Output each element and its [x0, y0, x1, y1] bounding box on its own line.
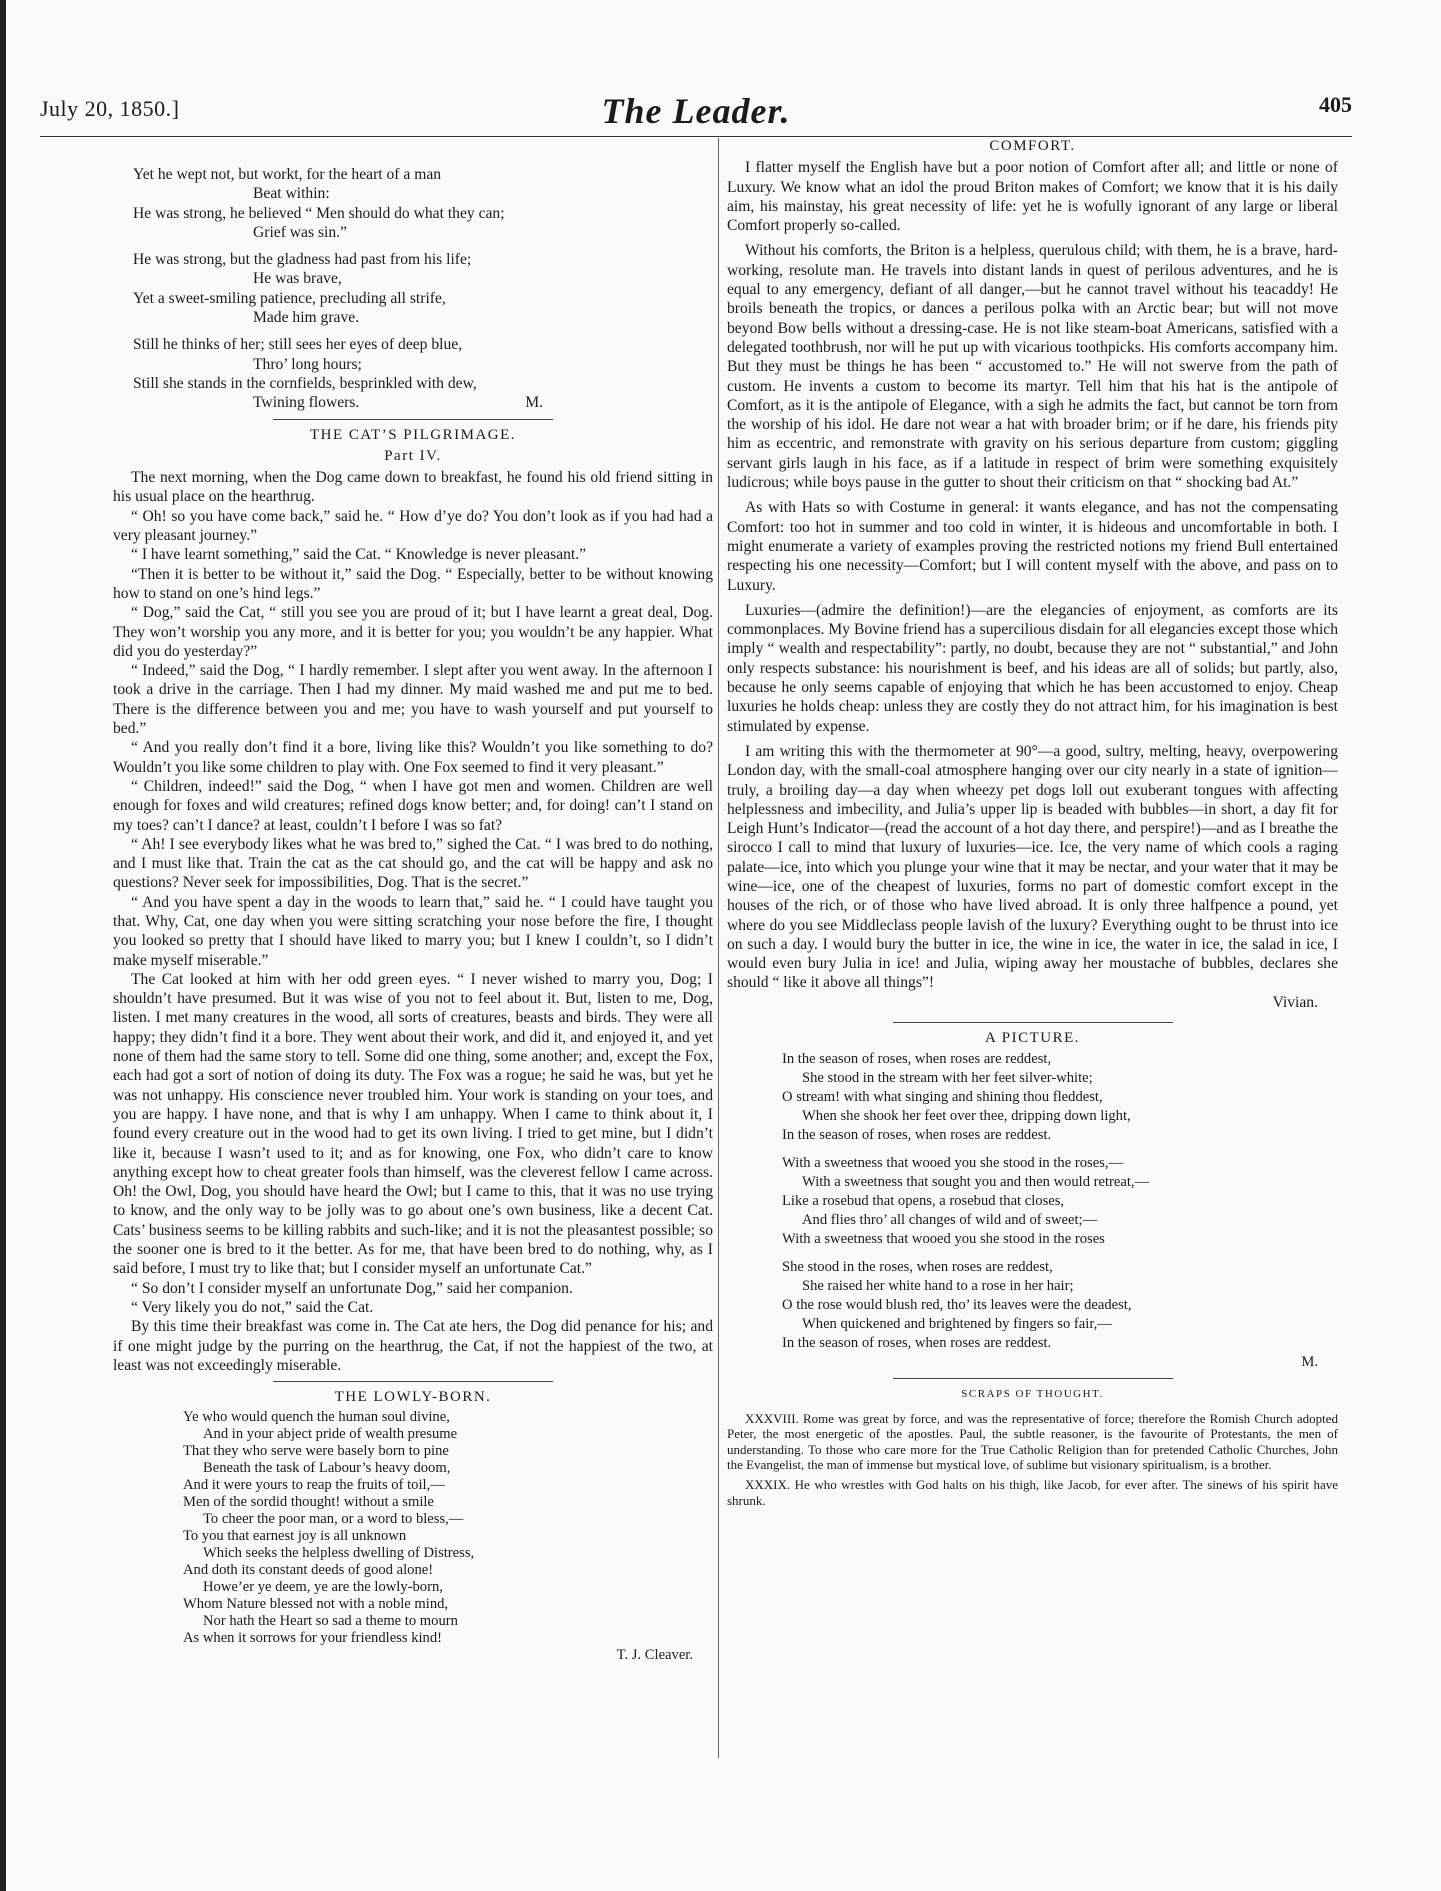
poem-line: Ye who would quench the human soul divine, [183, 1409, 450, 1426]
cats-paragraph: “ Very likely you do not,” said the Cat. [131, 1298, 374, 1316]
stanza-gap [727, 1145, 1338, 1154]
poem-line: He was brave, [253, 270, 342, 288]
section-rule [273, 419, 553, 420]
column-divider [718, 138, 719, 1758]
scrap-item: XXXIX. He who wrestles with God halts on his thigh, like Jacob, for ever after. The sinews of his spirit have shrunk. [727, 1477, 1338, 1508]
poem-line: That they who serve were basely born to pine [183, 1443, 449, 1460]
page-header [40, 92, 1352, 137]
comfort-paragraph: As with Hats so with Costume in general: it wants elegance, and has not the compensating Comfort: too hot in summer and too cold in winter, it is hideous and uncomfortable in both. I might enumerate a variety of examples proving the restricted notions my friend Bull entertained respecting his one necessity—Comfort; but I will content myself with the above, and pass on to Luxury. [727, 499, 1338, 594]
cats-paragraph: “ And you really don’t find it a bore, living like this? Wouldn’t you like something to do? Wouldn’t you like some children to play with. One Fox seemed to find it very pleasant.” [113, 739, 713, 776]
poem-line: O the rose would blush red, tho’ its leaves were the deadest, [782, 1297, 1132, 1314]
cats-paragraph: “Then it is better to be without it,” said the Dog. “ Especially, better to be without knowing how to stand on one’s hind legs.” [113, 565, 713, 602]
scrap-item: XXXVIII. Rome was great by force, and was the representative of force; therefore the Romish Church adopted Peter, the most energetic of the apostles. Paul, the subtle reasoner, is the favourite of Protestants, the men of understanding. To those who care more for the True Catholic Religion than for pretended Catholic Churches, John the Evangelist, the man of immense but mystical love, of sublime but visionary spiritualism, is a brother. [727, 1410, 1338, 1473]
comfort-essay [727, 158, 1338, 1012]
poem-line: And doth its constant deeds of good alone! [183, 1562, 434, 1579]
poem-line: And flies thro’ all changes of wild and of sweet;— [802, 1212, 1098, 1229]
picture-title: A PICTURE. [984, 1030, 1080, 1047]
cats-part: Part IV. [384, 447, 442, 464]
cats-paragraph: “ I have learnt something,” said the Cat. “ Knowledge is never pleasant.” [131, 546, 587, 564]
cats-paragraph: “ Indeed,” said the Dog, “ I hardly remember. I slept after you went away. In the afternoon I took a drive in the carriage. Then I had my dinner. My maid washed me and put me to bed. There is the difference between you and me; you have to wash yourself and put yourself to bed.” [113, 662, 713, 738]
stanza-gap [113, 327, 713, 335]
comfort-paragraph: I am writing this with the thermometer at 90°—a good, sultry, melting, heavy, overpowering London day, with the small-coal atmosphere hanging over our city nearly in a state of ignition—truly, a broiling day—a day when wheezy pet dogs loll out exuberant tongues with affecting helplessness and imbecility, and Julia’s upper lip is beaded with bubbles—in short, a day fit for Leigh Hunt’s Indicator—(read the account of a hot day there, and perspire!)—and as I breathe the sirocco I call to mind that luxury of luxuries—ice. Ice, the very name of which cools a raging palate—ice, into which you plunge your wine that it may be nectar, and your water that it may be wine—ice, one of the cheapest of luxuries, forms no part of domestic comfort except in the houses of the rich, or of those who have lived abroad. It is only three halfpence a pound, yet where do you see Middleclass people lavish of the luxury? Everything ought to be thrust into ice on such a day. I would bury the butter in ice, the wine in ice, the water in ice, the salad in ice, I would even bury Julia in ice! and Julia, wiping away her moustache of bubbles, declares she should “ like it above all things”! [727, 742, 1338, 992]
poem-line: Beat within: [253, 185, 330, 203]
picture-poem [727, 1050, 1338, 1372]
page-number: 405 [1319, 92, 1352, 117]
poem-line: To cheer the poor man, or a word to bless,— [203, 1511, 464, 1528]
cats-story [113, 468, 713, 1375]
poem-line: She stood in the roses, when roses are reddest, [782, 1259, 1053, 1276]
poem-line: She raised her white hand to a rose in her hair; [802, 1278, 1074, 1295]
poem-line: When she shook her feet over thee, dripping down light, [802, 1108, 1131, 1125]
poem-line: Grief was sin.” [253, 223, 347, 241]
poem-line: Whom Nature blessed not with a noble mind, [183, 1596, 449, 1613]
comfort-paragraph: I flatter myself the English have but a poor notion of Comfort after all; and little or none of Luxury. We know what an idol the proud Briton makes of Comfort; we know that it is his daily aim, his mainstay, his great necessity of life: yet he is wofully ignorant of any large or liberal Comfort properly so-called. [727, 159, 1338, 235]
section-rule [273, 1381, 553, 1382]
poem-signature: M. [525, 394, 543, 412]
poem-line: In the season of roses, when roses are reddest. [782, 1127, 1052, 1144]
poem-line: Still she stands in the cornfields, besprinkled with dew, [133, 374, 477, 392]
comfort-signature: Vivian. [1272, 993, 1318, 1011]
cats-paragraph: By this time their breakfast was come in. The Cat ate hers, the Dog did penance for his; and if one might judge by the purring on the hearthrug, the Cat, if not the happiest of the two, at least was not exceedingly miserable. [113, 1318, 713, 1374]
poem-line: He was strong, but the gladness had past from his life; [133, 251, 472, 269]
stanza-gap [727, 1249, 1338, 1258]
cats-paragraph: The next morning, when the Dog came down to breakfast, he found his old friend sitting in his usual place on the hearthrug. [113, 469, 713, 506]
comfort-title: COMFORT. [989, 138, 1076, 154]
poem-line: Made him grave. [253, 309, 360, 327]
comfort-paragraph: Without his comforts, the Briton is a helpless, querulous child; with them, he is a brave, hard-working, resolute man. He travels into distant lands in quest of perilous adventures, and he is equal to any emergency, defiant of all danger,—but he cannot travel without his teacaddy! He broils beneath the tropics, or dances a perilous polka with an Arctic bear; but will not move beyond Bow bells without a dressing-case. He is not like steam-boat Americans, satisfied with a delegated toothbrush, nor will he put up with vicarious toothpicks. His comforts accompany him. But they must be things he has been “ accustomed to.” He will not swerve from the path of custom. He invents a custom to become its martyr. Tell him that his hat is the antipole of Comfort, as it is the antipole of Elegance, with a sigh he admits the fact, but cannot be torn from the worship of his idol. He dare not wear a hat with broader brim; or if he dare, his friends pity him as eccentric, and remonstrate with gravity on his serious departure from custom; giggling servant girls laugh in his face, as if a latitude in respect of brim were something exquisitely ludicrous; while boys pause in the gutter to shout their criticism on that “ shocking bad At.” [727, 242, 1338, 492]
poem-line: Which seeks the helpless dwelling of Distress, [203, 1545, 475, 1562]
poem-line: To you that earnest joy is all unknown [183, 1528, 407, 1545]
poem-line: And in your abject pride of wealth presume [203, 1426, 458, 1443]
poem-line: In the season of roses, when roses are reddest. [782, 1335, 1052, 1352]
poem-line: With a sweetness that sought you and then would retreat,— [802, 1174, 1150, 1191]
poem-line: He was strong, he believed “ Men should do what they can; [133, 204, 505, 222]
poem-last-line [113, 393, 713, 412]
poem-line: When quickened and brightened by fingers so fair,— [802, 1316, 1112, 1333]
cats-paragraph: “ Oh! so you have come back,” said he. “ How d’ye do? You don’t look as if you had had a very pleasant journey.” [113, 507, 713, 545]
cats-paragraph: “ Ah! I see everybody likes what he was bred to,” sighed the Cat. “ I was bred to do nothing, and I must like that. Train the cat as the cat should go, and the cat will be happy and ask no questions? Never seek for impossibilities, Dog. That is the secret.” [113, 835, 713, 892]
poem-line: And it were yours to reap the fruits of toil,— [183, 1477, 445, 1494]
poem-line: Howe’er ye deem, ye are the lowly-born, [203, 1579, 443, 1596]
poem-line: Men of the sordid thought! without a smile [183, 1494, 434, 1511]
poem-line: She stood in the stream with her feet silver-white; [802, 1070, 1093, 1087]
poem-line: Yet he wept not, but workt, for the heart of a man [133, 166, 442, 183]
poem-line: With a sweetness that wooed you she stood in the roses [782, 1231, 1105, 1248]
lowly-title: THE LOWLY-BORN. [334, 1389, 492, 1406]
comfort-paragraph: Luxuries—(admire the definition!)—are the elegancies of enjoyment, as comforts are its commonplaces. My Bovine friend has a supercilious disdain for all elegancies except those which imply “ wealth and respectability”: partly, no doubt, because they are not “ substantial,” and John only respects substance: his nourishment is beef, and his ideas are all of solids; but partly, also, because he only seems capable of enjoying that which he has been accustomed to enjoy. Cheap luxuries he holds cheap: unless they are costly they do not attract him, for his imagination is best stimulated by expense. [727, 601, 1338, 735]
scraps-body [727, 1411, 1338, 1509]
stanza-gap [113, 242, 713, 250]
poem-line: Beneath the task of Labour’s heavy doom, [203, 1460, 451, 1477]
cats-paragraph: “ And you have spent a day in the woods to learn that,” said he. “ I could have taught you that. Why, Cat, one day when you were sitting scratching your nose before the fire, I thought you looked so pretty that I should have liked to marry you; but I knew I couldn’t, so I didn’t make myself miserable.” [113, 893, 713, 969]
issue-date: July 20, 1850.] [40, 96, 180, 121]
picture-signature: M. [1301, 1354, 1318, 1371]
right-column [727, 138, 1338, 1508]
cats-paragraph: “ So don’t I consider myself an unfortunate Dog,” said her companion. [131, 1279, 573, 1297]
section-rule [893, 1022, 1173, 1023]
page-spine [0, 0, 6, 1891]
left-column [113, 165, 713, 1664]
scraps-title: SCRAPS OF THOUGHT. [961, 1388, 1104, 1401]
masthead-title: The Leader. [601, 91, 791, 131]
poem-line: In the season of roses, when roses are reddest, [782, 1051, 1052, 1068]
poem-line: Yet a sweet-smiling patience, precluding all strife, [133, 289, 446, 307]
poem-line: Twining flowers. [253, 394, 360, 412]
poem-line: With a sweetness that wooed you she stood in the roses,— [782, 1155, 1124, 1172]
poem-line: Thro’ long hours; [253, 355, 362, 373]
cats-paragraph: The Cat looked at him with her odd green eyes. “ I never wished to marry you, Dog; I shouldn’t have presumed. But it was wise of you not to feel about it. But, listen to me, Dog, listen. I met many creatures in the wood, all sorts of creatures, beasts and birds. They were all happy; they didn’t find it a bore. They went about their work, and did it, and enjoyed it, and yet none of them had the same story to tell. Some did one thing, some another; and, except the Fox, each had got a sort of notion of doing its duty. The Fox was a rogue; he said he was, but yet he was not unhappy. His conscience never troubled him. Your work is standing on your toes, and you are happy. I have none, and that is why I am unhappy. When I came to think about it, I found every creature out in the wood had to get its own living. I tried to get mine, but I didn’t like it, because I wasn’t used to it; and as for knowing, one Fox, who didn’t care to know anything except how to cheat greater fools than himself, was the cleverest fellow I came across. Oh! the Owl, Dog, you should have heard the Owl; but I came to this, that it was no use trying to know, and the only way to be jolly was to go about one’s own business, like a decent Cat. Cats’ business seems to be killing rabbits and such-like; and it is not the pleasantest possible; so the sooner one is bred to it the better. As for me, that have been bred to do nothing, why, as I said before, I must try to like that; but I consider myself an unfortunate Cat.” [113, 970, 713, 1278]
lowly-poem [113, 1409, 713, 1664]
cats-title: THE CAT’S PILGRIMAGE. [309, 426, 517, 443]
section-rule [893, 1378, 1173, 1379]
cats-paragraph: “ Children, indeed!” said the Dog, “ when I have got men and women. Children are well enough for foxes and wild creatures; refined dogs know better; and, for doing! can’t I stand on my toes? can’t I dance? at least, couldn’t I before I was so fat? [113, 777, 713, 834]
poem-line: Nor hath the Heart so sad a theme to mourn [203, 1613, 458, 1630]
cats-paragraph: “ Dog,” said the Cat, “ still you see you are proud of it; but I have learnt a great deal, Dog. They won’t worship you any more, and it is better for you; you wouldn’t be any happier. What did you do yesterday?” [113, 604, 713, 660]
poem-1 [113, 165, 713, 413]
poem-line: As when it sorrows for your friendless kind! [183, 1630, 442, 1647]
poem-line: O stream! with what singing and shining thou fleddest, [782, 1089, 1103, 1106]
poem-line: Like a rosebud that opens, a rosebud that closes, [782, 1193, 1065, 1210]
lowly-signature: T. J. Cleaver. [616, 1647, 693, 1664]
poem-line: Still he thinks of her; still sees her eyes of deep blue, [133, 336, 463, 354]
